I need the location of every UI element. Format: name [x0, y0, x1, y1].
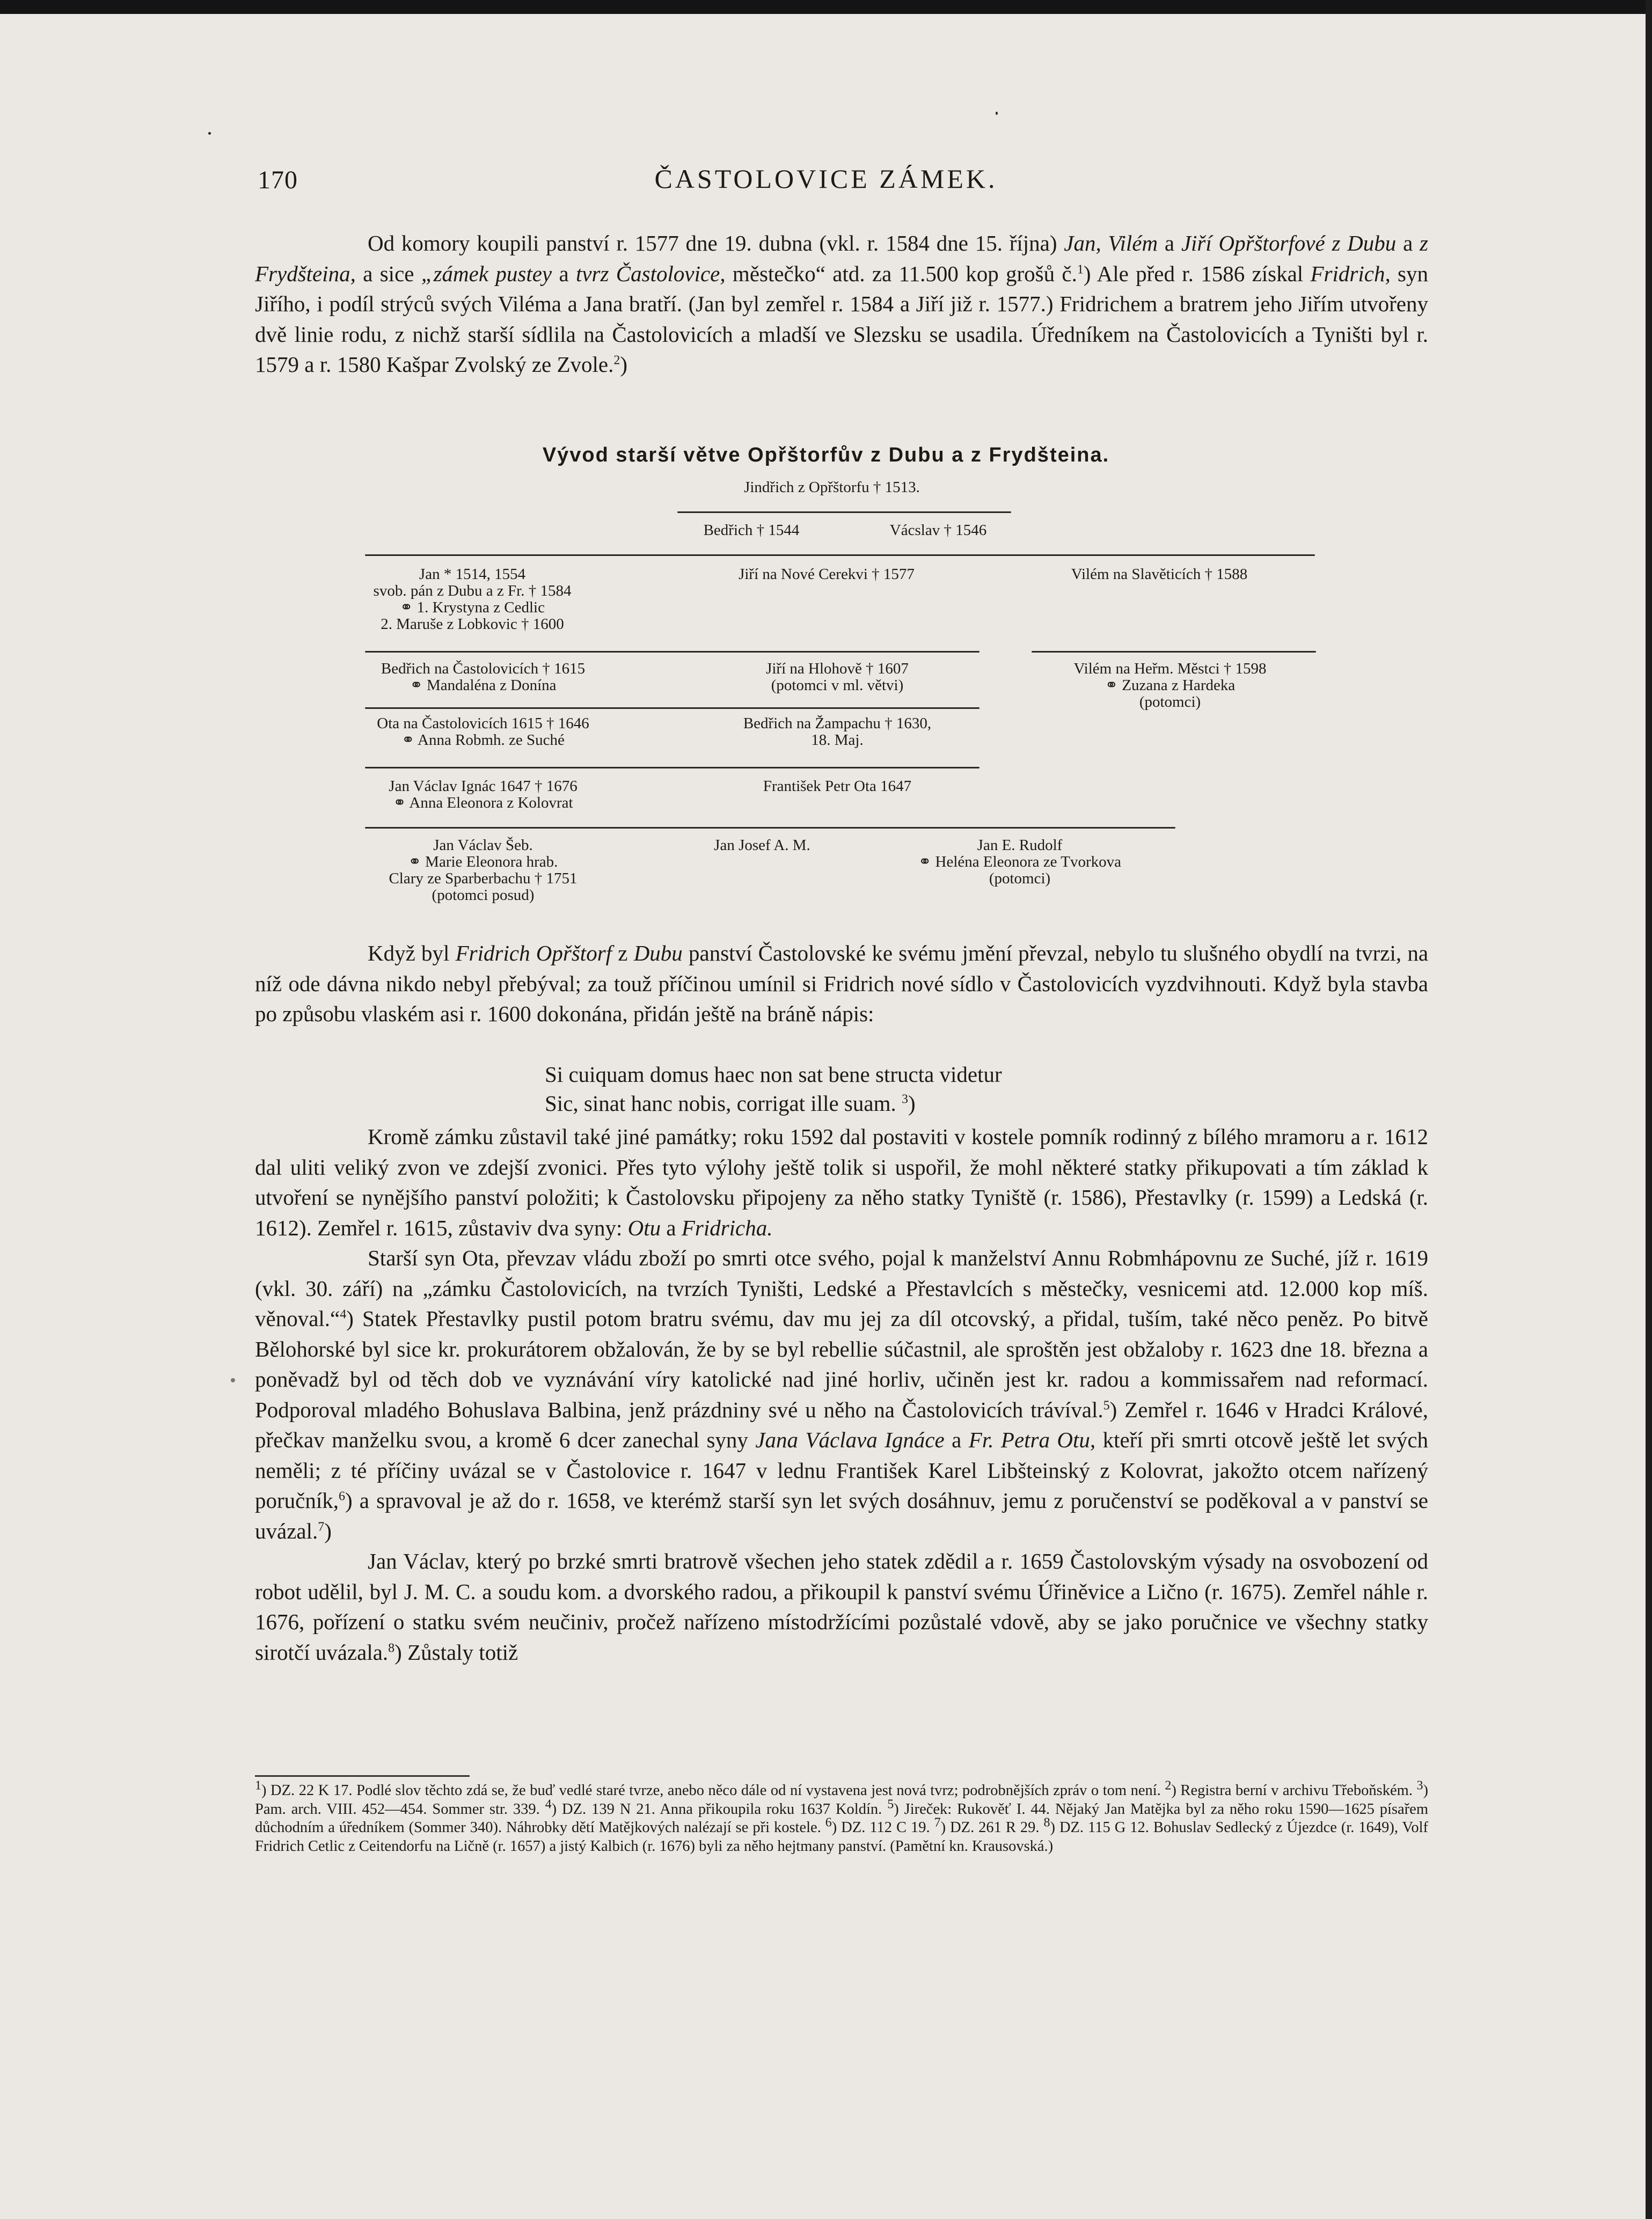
tree-gen3-jan: Jan * 1514, 1554 svob. pán z Dubu a z Fr. † 1584 ⚭ 1. Krystyna z Cedlic 2. Maruše z Lobkovic † 1600	[373, 566, 572, 633]
footnote-ref: 2	[613, 353, 620, 368]
paragraph-1: Od komory koupili panství r. 1577 dne 19. dubna (vkl. r. 1584 dne 15. října) Jan, Vilém a Jiří Opřštorfové z Dubu a z Frydšteina, a sice „zámek pustey a tvrz Častolovice, městečko“ atd. za 11.500 kop grošů č.$^1$) Ale před r. 1586 získal Fridrich, syn Jiřího, i podíl strýců svých Viléma a Jana bratří. (Jan byl zemřel r. 1584 a Jiří již r. 1577.) Fridrichem a bratrem jeho Jiřím utvořeny dvě linie rodu, z nichž starší sídlila na Častolovicích a mladší ve Slezsku se usadila. Úředníkem na Častolovicích a Tyništi byl r. 1579 a r. 1580 Kašpar Zvolský ze Zvole.$^2$)	[255, 231, 1429, 377]
footnote-ref: 7	[318, 1519, 325, 1534]
tree-gen3-vilem: Vilém na Slavěticích † 1588	[1071, 566, 1248, 583]
footnote-rule	[255, 1775, 470, 1777]
footnote-ref: 4	[340, 1307, 347, 1322]
paragraph-2: Když byl Fridrich Opřštorf z Dubu panství Častolovské ke svému jmění převzal, nebylo tu slušného obydlí na tvrzi, na níž ode dávna nikdo nebyl přebýval; za touž příčinou umínil si Fridrich nové sídlo v Častolovicích vyzdvihnouti. Když byla stavba po způsobu vlaském asi r. 1600 dokonána, přidán ještě na bráně nápis:	[255, 941, 1429, 1026]
paragraph-fridrich	[255, 938, 1428, 1029]
footnote-ref: 1	[1077, 262, 1084, 276]
genealogy-title: Vývod starší větve Opřštorfův z Dubu a z Frydšteina.	[542, 444, 1110, 466]
inscription	[545, 1060, 1002, 1118]
footnote-ref: 8	[388, 1641, 395, 1655]
tree-gen5-bedrich: Bedřich na Žampachu † 1630, 18. Maj.	[743, 715, 932, 749]
tree-gen2-vaclav: Vácslav † 1546	[889, 522, 987, 539]
tree-line	[365, 707, 979, 709]
tree-line	[365, 554, 1315, 556]
tree-gen4-jiri: Jiří na Hlohově † 1607 (potomci v ml. větvi)	[766, 660, 909, 694]
scan-speck	[208, 132, 211, 135]
tree-gen7-jan-rudolf: Jan E. Rudolf ⚭ Heléna Eleonora ze Tvorkova (potomci)	[918, 837, 1122, 887]
page-header	[0, 161, 1652, 204]
inscription-line-2: Sic, sinat hanc nobis, corrigat ille suam. $^3$)	[545, 1091, 916, 1116]
paragraph-body	[255, 1122, 1428, 1667]
tree-line	[1032, 651, 1316, 653]
paragraph-5: Jan Václav, který po brzké smrti bratrově všechen jeho statek zdědil a r. 1659 Častolovským výsady na osvobození od robot udělil, byl J. M. C. a soudu kom. a dvorského radou, a přikoupil k panství svému Úřiněvice a Lično (r. 1675). Zemřel náhle r. 1676, pořízení o statku svém neučiniv, pročež nařízeno místodržícími pozůstalé vdově, aby se jako poručnice ve všechny statky sirotčí uvázala.$^8$) Zůstaly totiž	[255, 1549, 1428, 1665]
tree-root: Jindřich z Opřštorfu † 1513.	[744, 479, 920, 496]
footnote-ref: 6	[339, 1489, 345, 1504]
footnote-ref: 5	[1103, 1398, 1110, 1412]
tree-gen4-vilem: Vilém na Heřm. Městci † 1598 ⚭ Zuzana z Hardeka (potomci)	[1073, 660, 1267, 711]
page-number: 170	[258, 166, 298, 194]
running-title: ČASTOLOVICE ZÁMEK.	[654, 164, 998, 194]
tree-gen3-jiri: Jiří na Nové Cerekvi † 1577	[739, 566, 915, 583]
tree-gen6-jan: Jan Václav Ignác 1647 † 1676 ⚭ Anna Eleonora z Kolovrat	[389, 778, 578, 811]
tree-line	[677, 511, 1011, 513]
scan-right-edge	[1646, 0, 1652, 2219]
tree-gen2-bedrich: Bedřich † 1544	[703, 522, 800, 539]
footnote-ref: 3	[901, 1092, 908, 1107]
tree-line	[365, 651, 979, 653]
tree-gen5-ota: Ota na Častolovicích 1615 † 1646 ⚭ Anna Robmh. ze Suché	[377, 715, 589, 749]
footnotes: $^1$) DZ. 22 K 17. Podlé slov těchto zdá se, že buď vedlé staré tvrze, anebo něco dále od ní vystavena jest nová tvrz; podrobnějších zpráv o tom není. $^2$) Registra berní v archivu Třeboňském. $^3$) Pam. arch. VIII. 452—454. Sommer str. 339. $^4$) DZ. 139 N 21. Anna přikoupila roku 1637 Koldín. $^5$) Jireček: Rukověť I. 44. Nějaký Jan Matějka byl za něho roku 1590—1625 písařem důchodním a úředníkem (Sommer 340). Náhrobky dětí Matějkových nalézají se při kostele. $^6$) DZ. 112 C 19. $^7$) DZ. 261 R 29. $^8$) DZ. 115 G 12. Bohuslav Sedlecký z Újezdce (r. 1649), Volf Fridrich Cetlic z Ceitendorfu na Ličně (r. 1657) a jistý Kalbich (r. 1676) byli za něho hejtmany panství. (Pamětní kn. Krausovská.)	[255, 1778, 1429, 1855]
tree-line	[365, 767, 979, 768]
tree-gen4-bedrich: Bedřich na Častolovicích † 1615 ⚭ Mandaléna z Donína	[381, 660, 586, 694]
scan-speck	[231, 1378, 235, 1382]
tree-gen6-frantisek: František Petr Ota 1647	[763, 778, 912, 795]
scan-top-edge	[0, 0, 1652, 14]
paragraph-3: Kromě zámku zůstavil také jiné památky; roku 1592 dal postaviti v kostele pomník rodinný z bílého mramoru a r. 1612 dal uliti veliký zvon ve zdejší zvonici. Přes tyto výlohy ještě tolik si uspořil, že mohl některé statky přikupovati a tím základ k utvoření se nynějšího panství položiti; k Častolovsku připojeny za něho statky Tyniště (r. 1586), Přestavlky (r. 1599) a Ledská (r. 1612). Zemřel r. 1615, zůstaviv dva syny: Otu a Fridricha.	[255, 1124, 1428, 1240]
scan-speck	[996, 112, 998, 115]
tree-gen7-jan-josef: Jan Josef A. M.	[714, 837, 810, 854]
inscription-line-1: Si cuiquam domus haec non sat bene structa videtur	[545, 1062, 1002, 1087]
tree-line	[365, 827, 1175, 829]
tree-gen7-jan-seb: Jan Václav Šeb. ⚭ Marie Eleonora hrab. Clary ze Sparberbachu † 1751 (potomci posud)	[389, 837, 578, 904]
paragraph-intro	[255, 228, 1428, 380]
paragraph-4: Starší syn Ota, převzav vládu zboží po smrti otce svého, pojal k manželství Annu Robmhápovnu ze Suché, jíž r. 1619 (vkl. 30. září) na „zámku Častolovicích, na tvrzích Tyništi, Ledské a Přestavlcích s městečky, vesnicemi atd. 12.000 kop míš. věnoval.“$^4$) Statek Přestavlky pustil potom bratru svému, dav mu jej za díl otcovský, a přidal, tuším, také něco peněz. Po bitvě Bělohorské byl sice kr. prokurátorem obžalován, že by se byl rebellie súčastnil, ale sproštěn jest obžaloby r. 1623 dne 18. března a poněvadž byl od těch dob ve vyznávání víry katolické nad jiné horliv, učiněn jest kr. radou a kommissařem nad reformací. Podporoval mladého Bohuslava Balbina, jenž prázdniny své u něho na Častolovicích trávíval.$^5$) Zemřel r. 1646 v Hradci Králové, přečkav manželku svou, a kromě 6 dcer zanechal syny Jana Václava Ignáce a Fr. Petra Otu, kteří při smrti otcově ještě let svých neměli; z té příčiny uvázal se v Častolovice r. 1647 v lednu František Karel Libšteinský z Kolovrat, jakožto otcem nařízený poručník,$^6$) a spravoval je až do r. 1658, ve kterémž starší syn let svých dosáhnuv, jemu z poručenství se poděkoval a v panství se uvázal.$^7$)	[255, 1246, 1429, 1543]
